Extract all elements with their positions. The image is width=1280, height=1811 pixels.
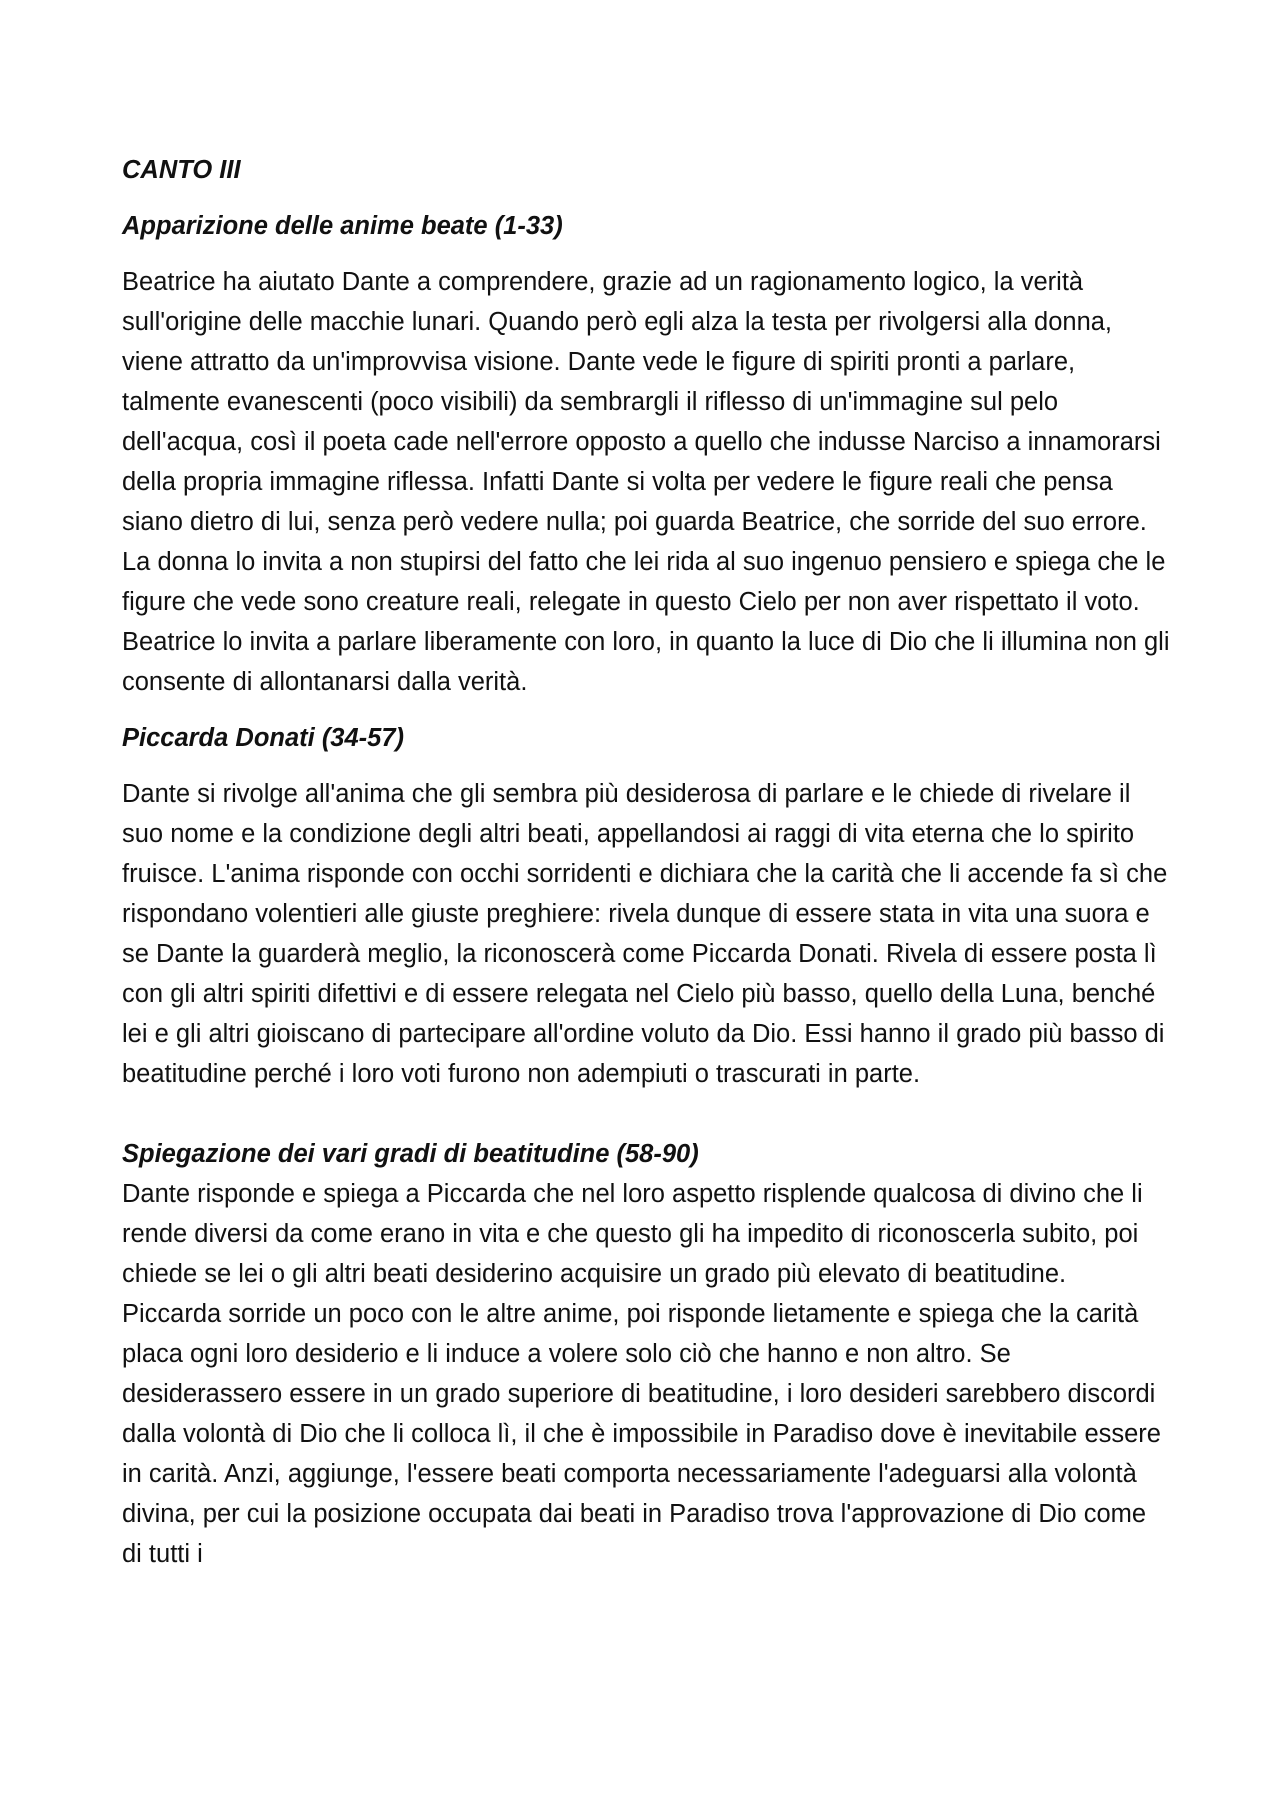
- document-page: [122, 150, 1172, 1574]
- canto-title: CANTO III: [122, 156, 241, 184]
- section-heading-piccarda: Piccarda Donati (34-57): [122, 724, 405, 752]
- section-heading-apparizione: Apparizione delle anime beate (1-33): [122, 212, 563, 240]
- section-paragraph-apparizione: Beatrice ha aiutato Dante a comprendere, grazie ad un ragionamento logico, la verità sull'origine delle macchie lunari. Quando però egli alza la testa per rivolgersi alla donna, viene attratto da un'improvvisa visione. Dante vede le figure di spiriti pronti a parlare, talmente evanescenti (poco visibili) da sembrargli il riflesso di un'immagine sul pelo dell'acqua, così il poeta cade nell'errore opposto a quello che indusse Narciso a innamorarsi della propria immagine riflessa. Infatti Dante si volta per vedere le figure reali che pensa siano dietro di lui, senza però vedere nulla; poi guarda Beatrice, che sorride del suo errore. La donna lo invita a non stupirsi del fatto che lei rida al suo ingenuo pensiero e spiega che le figure che vede sono creature reali, relegate in questo Cielo per non aver rispettato il voto. Beatrice lo invita a parlare liberamente con loro, in quanto la luce di Dio che li illumina non gli consente di allontanarsi dalla verità.: [122, 268, 1170, 696]
- section-heading-spiegazione: Spiegazione dei vari gradi di beatitudine (58-90): [122, 1140, 699, 1168]
- section-paragraph-spiegazione: Dante risponde e spiega a Piccarda che nel loro aspetto risplende qualcosa di divino che li rende diversi da come erano in vita e che questo gli ha impedito di riconoscerla subito, poi chiede se lei o gli altri beati desiderino acquisire un grado più elevato di beatitudine. Piccarda sorride un poco con le altre anime, poi risponde lietamente e spiega che la carità placa ogni loro desiderio e li induce a volere solo ciò che hanno e non altro. Se desiderassero essere in un grado superiore di beatitudine, i loro desideri sarebbero discordi dalla volontà di Dio che li colloca lì, il che è impossibile in Paradiso dove è inevitabile essere in carità. Anzi, aggiunge, l'essere beati comporta necessariamente l'adeguarsi alla volontà divina, per cui la posizione occupata dai beati in Paradiso trova l'approvazione di Dio come di tutti i: [122, 1180, 1161, 1568]
- blank-line-spacer: [122, 1094, 1172, 1134]
- section-paragraph-piccarda: Dante si rivolge all'anima che gli sembra più desiderosa di parlare e le chiede di rivelare il suo nome e la condizione degli altri beati, appellandosi ai raggi di vita eterna che lo spirito fruisce. L'anima risponde con occhi sorridenti e dichiara che la carità che li accende fa sì che rispondano volentieri alle giuste preghiere: rivela dunque di essere stata in vita una suora e se Dante la guarderà meglio, la riconoscerà come Piccarda Donati. Rivela di essere posta lì con gli altri spiriti difettivi e di essere relegata nel Cielo più basso, quello della Luna, benché lei e gli altri gioiscano di partecipare all'ordine voluto da Dio. Essi hanno il grado più basso di beatitudine perché i loro voti furono non adempiuti o trascurati in parte.: [122, 780, 1168, 1088]
